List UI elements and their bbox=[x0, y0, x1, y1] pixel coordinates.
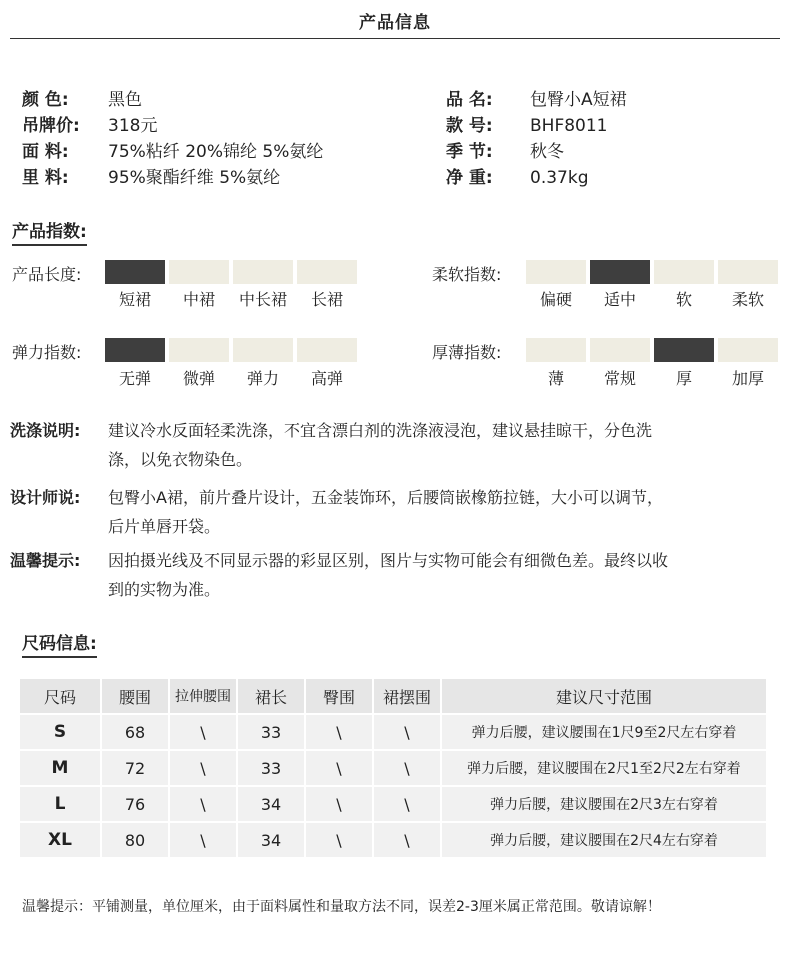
info-value-lining: 95%聚酯纤维 5%氨纶 bbox=[108, 168, 281, 188]
index-label: 弹力指数: bbox=[12, 343, 82, 362]
index-box bbox=[105, 260, 165, 284]
table-cell: \ bbox=[170, 823, 236, 857]
index-option: 微弹 bbox=[182, 369, 215, 388]
index-box bbox=[590, 338, 650, 362]
designer-line-1: 包臀小A裙，前片叠片设计，五金装饰环，后腰筒嵌橡筋拉链，大小可以调节， bbox=[108, 488, 663, 507]
info-label-style-no: 款 号: bbox=[446, 116, 493, 136]
table-cell: XL bbox=[20, 823, 100, 857]
info-value-price: 318元 bbox=[108, 116, 158, 136]
tips-line-1: 因拍摄光线及不同显示器的彩显区别，图片与实物可能会有细微色差。最终以收 bbox=[108, 551, 669, 570]
table-cell: 72 bbox=[102, 751, 168, 785]
wash-line-1: 建议冷水反面轻柔洗涤，不宜含漂白剂的洗涤液浸泡，建议悬挂晾干，分色洗 bbox=[108, 421, 653, 440]
info-label-fabric: 面 料: bbox=[22, 142, 69, 162]
index-box bbox=[169, 260, 229, 284]
table-cell: 33 bbox=[238, 751, 304, 785]
index-option: 短裙 bbox=[118, 290, 151, 309]
index-option: 高弹 bbox=[310, 369, 343, 388]
table-row bbox=[20, 823, 766, 857]
info-value-weight: 0.37kg bbox=[530, 168, 589, 188]
table-cell: 弹力后腰，建议腰围在1尺9至2尺左右穿着 bbox=[442, 715, 766, 749]
index-label: 厚薄指数: bbox=[432, 343, 502, 362]
table-cell: \ bbox=[170, 715, 236, 749]
index-option: 厚 bbox=[675, 369, 692, 388]
table-cell: S bbox=[20, 715, 100, 749]
info-value-name: 包臀小A短裙 bbox=[530, 90, 627, 110]
index-option: 软 bbox=[675, 290, 692, 309]
table-row bbox=[20, 787, 766, 821]
info-value-style-no: BHF8011 bbox=[530, 116, 608, 136]
table-header: 腰围 bbox=[102, 679, 168, 713]
info-label-season: 季 节: bbox=[446, 142, 493, 162]
table-cell: \ bbox=[306, 751, 372, 785]
table-header: 建议尺寸范围 bbox=[442, 679, 766, 713]
table-cell: 弹力后腰，建议腰围在2尺1至2尺2左右穿着 bbox=[442, 751, 766, 785]
table-cell: 80 bbox=[102, 823, 168, 857]
table-cell: \ bbox=[374, 751, 440, 785]
index-option: 常规 bbox=[603, 369, 636, 388]
table-header: 臀围 bbox=[306, 679, 372, 713]
index-box bbox=[526, 260, 586, 284]
table-header-row bbox=[20, 679, 766, 713]
designer-label: 设计师说: bbox=[10, 488, 81, 507]
table-cell: M bbox=[20, 751, 100, 785]
table-cell: \ bbox=[374, 715, 440, 749]
wash-label: 洗涤说明: bbox=[10, 421, 81, 440]
index-option: 薄 bbox=[547, 369, 564, 388]
tips-line-2: 到的实物为准。 bbox=[108, 580, 221, 599]
page-title: 产品信息 bbox=[359, 13, 431, 33]
info-label-weight: 净 重: bbox=[446, 168, 493, 188]
table-cell: 68 bbox=[102, 715, 168, 749]
index-box bbox=[654, 260, 714, 284]
table-header: 裙长 bbox=[238, 679, 304, 713]
info-value-fabric: 75%粘纤 20%锦纶 5%氨纶 bbox=[108, 142, 324, 162]
table-row bbox=[20, 715, 766, 749]
info-label-color: 颜 色: bbox=[22, 90, 69, 110]
index-option: 长裙 bbox=[310, 290, 343, 309]
tips-label: 温馨提示: bbox=[10, 551, 81, 570]
table-header: 尺码 bbox=[20, 679, 100, 713]
index-option: 中裙 bbox=[182, 290, 215, 309]
info-label-price: 吊牌价: bbox=[22, 116, 80, 136]
designer-line-2: 后片单唇开袋。 bbox=[108, 517, 221, 536]
footer-note: 温馨提示：平铺测量，单位厘米，由于面料属性和量取方法不同，误差2-3厘米属正常范围。敬请谅解！ bbox=[22, 899, 661, 915]
table-cell: \ bbox=[374, 823, 440, 857]
index-heading: 产品指数: bbox=[12, 217, 87, 246]
table-cell: \ bbox=[170, 787, 236, 821]
info-label-lining: 里 料: bbox=[22, 168, 69, 188]
index-box bbox=[590, 260, 650, 284]
index-box bbox=[297, 260, 357, 284]
title-divider bbox=[10, 38, 780, 39]
index-box bbox=[233, 338, 293, 362]
index-box bbox=[718, 260, 778, 284]
info-label-name: 品 名: bbox=[446, 90, 493, 110]
index-option: 柔软 bbox=[731, 290, 764, 309]
table-cell: \ bbox=[306, 787, 372, 821]
table-cell: \ bbox=[306, 715, 372, 749]
table-cell: 76 bbox=[102, 787, 168, 821]
size-table bbox=[18, 677, 768, 859]
table-cell: \ bbox=[374, 787, 440, 821]
size-heading: 尺码信息: bbox=[22, 629, 97, 658]
table-cell: 弹力后腰，建议腰围在2尺3左右穿着 bbox=[442, 787, 766, 821]
index-box bbox=[233, 260, 293, 284]
table-cell: 34 bbox=[238, 823, 304, 857]
index-option: 中长裙 bbox=[238, 290, 287, 309]
table-cell: \ bbox=[306, 823, 372, 857]
info-value-season: 秋冬 bbox=[530, 142, 564, 162]
table-cell: \ bbox=[170, 751, 236, 785]
table-header: 拉伸腰围 bbox=[170, 679, 236, 713]
index-box bbox=[526, 338, 586, 362]
index-option: 偏硬 bbox=[539, 290, 572, 309]
index-box bbox=[169, 338, 229, 362]
table-cell: 34 bbox=[238, 787, 304, 821]
index-label: 产品长度: bbox=[12, 265, 82, 284]
index-option: 适中 bbox=[603, 290, 636, 309]
table-cell: 弹力后腰，建议腰围在2尺4左右穿着 bbox=[442, 823, 766, 857]
wash-line-2: 涤，以免衣物染色。 bbox=[108, 450, 253, 469]
table-cell: L bbox=[20, 787, 100, 821]
index-option: 弹力 bbox=[246, 369, 279, 388]
index-box bbox=[105, 338, 165, 362]
index-box bbox=[654, 338, 714, 362]
index-option: 加厚 bbox=[731, 369, 764, 388]
table-cell: 33 bbox=[238, 715, 304, 749]
table-row bbox=[20, 751, 766, 785]
index-box bbox=[297, 338, 357, 362]
index-option: 无弹 bbox=[118, 369, 151, 388]
index-label: 柔软指数: bbox=[432, 265, 502, 284]
table-header: 裙摆围 bbox=[374, 679, 440, 713]
info-value-color: 黑色 bbox=[108, 90, 142, 110]
index-box bbox=[718, 338, 778, 362]
